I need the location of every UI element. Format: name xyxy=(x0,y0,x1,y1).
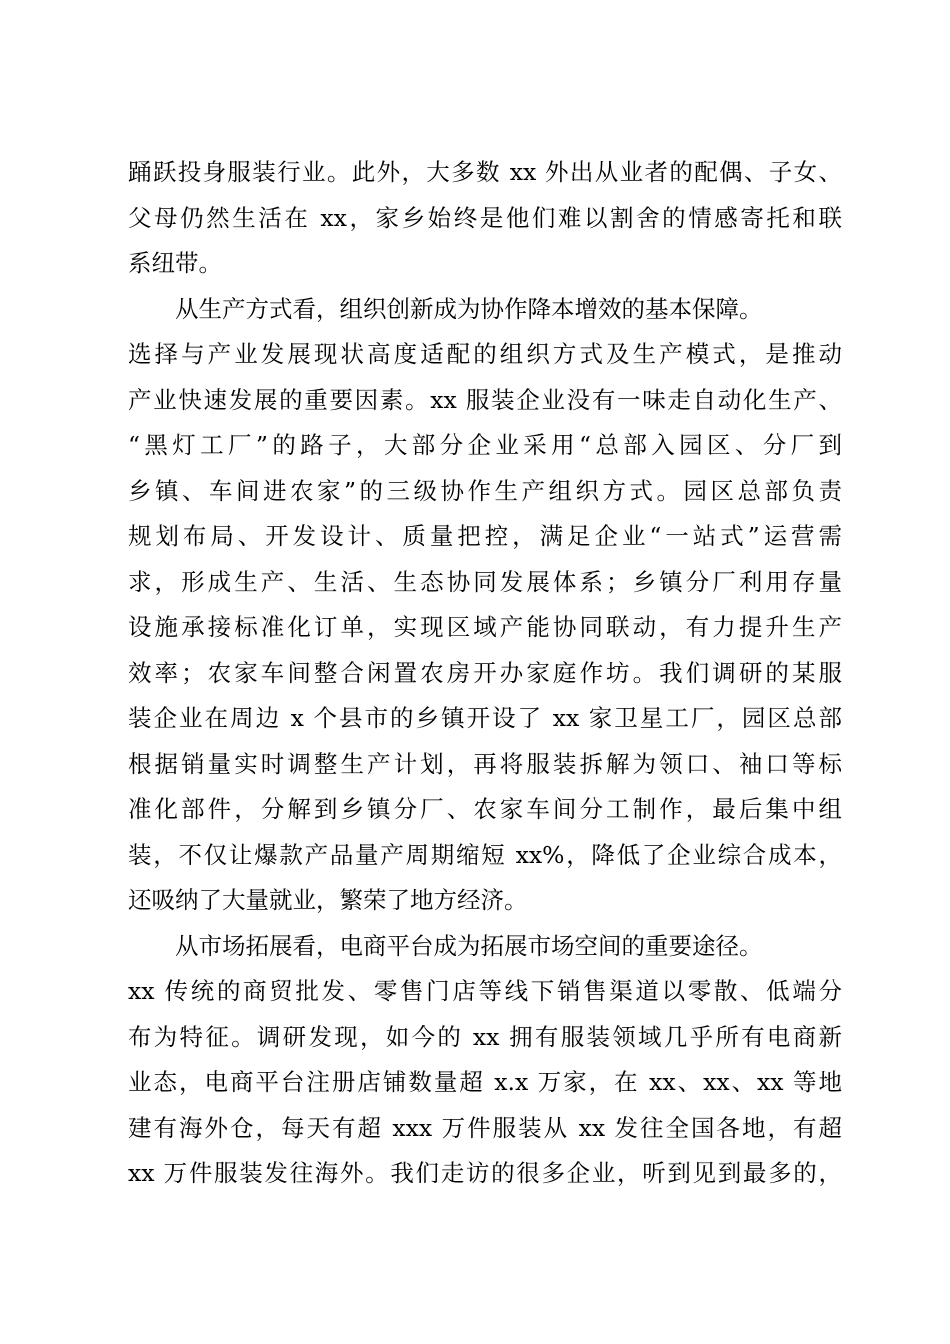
text-line: 从市场拓展看，电商平台成为拓展市场空间的重要途径。 xyxy=(175,931,763,960)
text-line: 乡镇、车间进农家”的三级协作生产组织方式。园区总部负责 xyxy=(128,476,842,505)
text-line: 踊跃投身服装行业。此外，大多数 xx 外出从业者的配偶、子女、 xyxy=(128,158,842,186)
text-line: 效率；农家车间整合闲置农房开办家庭作坊。我们调研的某服 xyxy=(128,658,842,687)
text-line: 业态，电商平台注册店铺数量超 x.x 万家，在 xx、xx、xx 等地 xyxy=(128,1068,842,1096)
text-line: 父母仍然生活在 xx，家乡始终是他们难以割舍的情感寄托和联 xyxy=(128,203,842,232)
paragraph-3 xyxy=(128,924,842,1197)
text-line: 从生产方式看，组织创新成为协作降本增效的基本保障。 xyxy=(175,294,763,323)
text-line: 规划布局、开发设计、质量把控，满足企业“一站式”运营需 xyxy=(128,522,842,550)
text-line: xx 传统的商贸批发、零售门店等线下销售渠道以零散、低端分 xyxy=(128,977,842,1005)
text-line: 装，不仅让爆款产品量产周期缩短 xx%，降低了企业综合成本， xyxy=(128,840,842,869)
text-line: 布为特征。调研发现，如今的 xx 拥有服装领域几乎所有电商新 xyxy=(128,1022,842,1051)
paragraph-2 xyxy=(128,287,842,924)
document-body xyxy=(128,150,842,1197)
text-line: xx 万件服装发往海外。我们走访的很多企业，听到见到最多的， xyxy=(128,1159,842,1187)
text-line: 选择与产业发展现状高度适配的组织方式及生产模式，是推动 xyxy=(128,340,842,368)
text-line: 还吸纳了大量就业，繁荣了地方经济。 xyxy=(128,886,528,914)
text-line: 设施承接标准化订单，实现区域产能协同联动，有力提升生产 xyxy=(128,613,842,641)
text-line: 根据销量实时调整生产计划，再将服装拆解为领口、袖口等标 xyxy=(128,749,842,778)
text-line: 产业快速发展的重要因素。xx 服装企业没有一味走自动化生产、 xyxy=(128,385,842,414)
text-line: 系纽带。 xyxy=(128,249,222,277)
paragraph-1 xyxy=(128,150,842,287)
text-line: 准化部件，分解到乡镇分厂、农家车间分工制作，最后集中组 xyxy=(128,795,842,823)
text-line: 求，形成生产、生活、生态协同发展体系；乡镇分厂利用存量 xyxy=(128,567,842,596)
text-line: “黑灯工厂”的路子，大部分企业采用“总部入园区、分厂到 xyxy=(128,431,842,459)
text-line: 建有海外仓，每天有超 xxx 万件服装从 xx 发往全国各地，有超 xyxy=(128,1113,842,1142)
text-line: 装企业在周边 x 个县市的乡镇开设了 xx 家卫星工厂，园区总部 xyxy=(128,704,842,732)
